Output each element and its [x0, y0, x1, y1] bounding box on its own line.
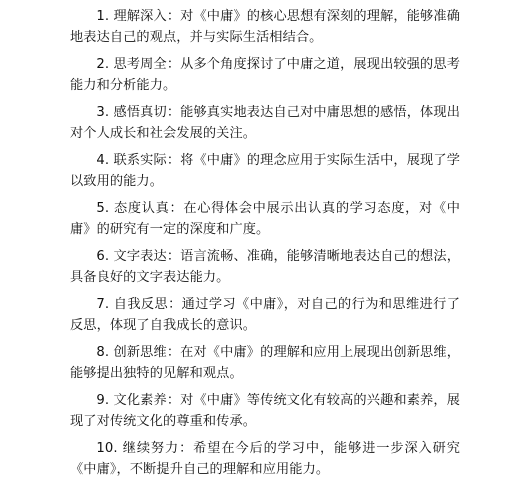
evaluation-item-9: 9. 文化素养：对《中庸》等传统文化有较高的兴趣和素养，展现了对传统文化的尊重和传承。 [70, 393, 460, 429]
evaluation-item-10: 10. 继续努力：希望在今后的学习中，能够进一步深入研究《中庸》，不断提升自己的理解和应用能力。 [70, 441, 460, 477]
evaluation-item-2: 2. 思考周全：从多个角度探讨了中庸之道，展现出较强的思考能力和分析能力。 [70, 57, 460, 93]
evaluation-item-5: 5. 态度认真：在心得体会中展示出认真的学习态度，对《中庸》的研究有一定的深度和广度。 [70, 201, 460, 237]
document-body [70, 6, 460, 486]
evaluation-item-7: 7. 自我反思：通过学习《中庸》，对自己的行为和思维进行了反思，体现了自我成长的意识。 [70, 297, 460, 333]
evaluation-item-3: 3. 感悟真切：能够真实地表达自己对中庸思想的感悟，体现出对个人成长和社会发展的关注。 [70, 105, 460, 141]
evaluation-item-1: 1. 理解深入：对《中庸》的核心思想有深刻的理解，能够准确地表达自己的观点，并与实际生活相结合。 [70, 9, 460, 45]
evaluation-item-8: 8. 创新思维：在对《中庸》的理解和应用上展现出创新思维，能够提出独特的见解和观点。 [70, 345, 460, 381]
evaluation-item-4: 4. 联系实际：将《中庸》的理念应用于实际生活中，展现了学以致用的能力。 [70, 153, 460, 189]
evaluation-item-6: 6. 文字表达：语言流畅、准确，能够清晰地表达自己的想法，具备良好的文字表达能力。 [70, 249, 460, 285]
